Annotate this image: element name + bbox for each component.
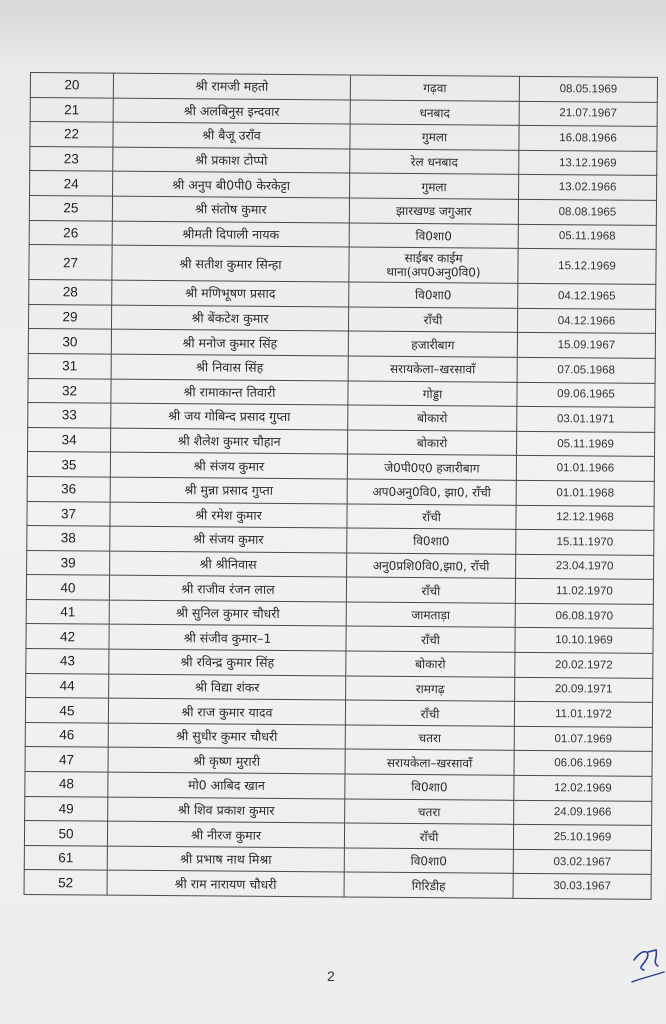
posting-cell: गुमला <box>350 173 519 199</box>
dob-cell: 04.12.1965 <box>518 283 656 309</box>
serial-cell: 23 <box>30 146 113 171</box>
dob-cell: 04.12.1966 <box>517 308 655 334</box>
handwritten-initials <box>628 938 666 993</box>
serial-cell: 33 <box>28 403 111 428</box>
table-row <box>24 870 651 900</box>
dob-cell: 24.09.1966 <box>514 800 652 826</box>
name-cell: श्री सुनिल कुमार चौधरी <box>109 600 346 626</box>
posting-cell: गोड्डा <box>348 381 517 407</box>
serial-cell: 28 <box>29 280 112 305</box>
posting-cell: बोकारो <box>348 430 517 456</box>
serial-cell: 29 <box>28 304 111 329</box>
dob-cell: 01.01.1966 <box>516 456 654 482</box>
dob-cell: 09.06.1965 <box>517 382 655 408</box>
serial-cell: 21 <box>30 97 113 122</box>
posting-cell: गुमला <box>350 124 519 150</box>
name-cell: श्री संजीव कुमार–1 <box>109 625 346 651</box>
serial-cell: 48 <box>25 772 108 797</box>
posting-cell: जामताड़ा <box>346 602 515 628</box>
name-cell: श्री राज कुमार यादव <box>108 698 345 724</box>
name-cell: श्री सुधीर कुमार चौधरी <box>108 723 345 749</box>
posting-cell: गिरिडीह <box>344 872 513 898</box>
posting-line-1: साईबर काईम <box>404 251 463 266</box>
serial-cell: 49 <box>25 796 108 821</box>
posting-cell: अनु0प्रशि0वि0,झा0, राँची <box>347 553 516 579</box>
name-cell: श्री बेंकटेश कुमार <box>111 305 348 331</box>
dob-cell: 07.05.1968 <box>517 357 655 383</box>
dob-cell: 03.01.1971 <box>517 406 655 432</box>
dob-cell: 06.06.1969 <box>514 751 652 777</box>
posting-cell <box>349 247 518 283</box>
serial-cell: 31 <box>28 353 111 378</box>
serial-cell: 36 <box>27 476 110 501</box>
name-cell: श्री राम नारायण चौधरी <box>107 871 344 897</box>
serial-cell: 40 <box>26 575 109 600</box>
dob-cell: 13.02.1966 <box>519 175 657 201</box>
posting-cell: रेल धनबाद <box>350 149 519 175</box>
dob-cell: 10.10.1969 <box>515 628 653 654</box>
posting-cell: वि0शा0 <box>347 528 516 554</box>
name-cell: श्री निवास सिंह <box>111 354 348 380</box>
serial-cell: 24 <box>30 171 113 196</box>
serial-cell: 45 <box>25 698 108 723</box>
serial-cell: 47 <box>25 747 108 772</box>
name-cell: मो0 आबिद खान <box>108 772 345 798</box>
name-cell: श्री रविन्द्र कुमार सिंह <box>109 649 346 675</box>
posting-cell: अप0अनु0वि0, झा0, राँची <box>347 479 516 505</box>
dob-cell: 11.01.1972 <box>514 702 652 728</box>
serial-cell: 22 <box>30 122 113 147</box>
dob-cell: 23.04.1970 <box>516 554 654 580</box>
name-cell: श्री विद्या शंकर <box>109 674 346 700</box>
posting-cell: गढ़वा <box>350 75 519 101</box>
posting-cell: बोकारो <box>348 405 517 431</box>
serial-cell: 52 <box>24 870 107 895</box>
posting-cell: बोकारो <box>346 651 515 677</box>
posting-cell: चतरा <box>345 799 514 825</box>
dob-cell: 21.07.1967 <box>519 101 657 127</box>
posting-cell: सरायकेला–खरसावाँ <box>345 749 514 775</box>
posting-cell: चतरा <box>345 725 514 751</box>
name-cell: श्री संजय कुमार <box>110 526 347 552</box>
dob-cell: 20.02.1972 <box>515 652 653 678</box>
name-cell: श्री रमेश कुमार <box>110 502 347 528</box>
name-cell: श्री सतीश कुमार सिन्हा <box>112 245 349 282</box>
name-cell: श्री प्रकाश टोप्पो <box>113 147 350 173</box>
dob-cell: 15.09.1967 <box>517 333 655 359</box>
name-cell: श्री प्रभाष नाथ मिश्रा <box>107 846 344 872</box>
dob-cell: 01.01.1968 <box>516 480 654 506</box>
posting-line-2: थाना(अप0अनु0वि0) <box>386 264 481 280</box>
dob-cell: 20.09.1971 <box>515 677 653 703</box>
name-cell: श्री अलबिनुस इन्दवार <box>113 98 350 124</box>
dob-cell: 13.12.1969 <box>519 150 657 176</box>
serial-cell: 43 <box>26 649 109 674</box>
dob-cell: 08.08.1965 <box>518 199 656 225</box>
posting-cell: वि0शा0 <box>345 774 514 800</box>
table-row <box>29 245 656 285</box>
name-cell: श्रीमती दिपाली नायक <box>112 221 349 247</box>
dob-cell: 11.02.1970 <box>515 579 653 605</box>
posting-cell: झारखण्ड जगुआर <box>349 198 518 224</box>
serial-cell: 50 <box>24 821 107 846</box>
serial-cell: 39 <box>27 550 110 575</box>
serial-cell: 25 <box>29 195 112 220</box>
serial-cell: 37 <box>27 501 110 526</box>
posting-cell: रामगढ़ <box>346 676 515 702</box>
dob-cell: 15.12.1969 <box>518 248 656 284</box>
name-cell: श्री अनुप बी0पी0 केरकेट्टा <box>113 172 350 198</box>
dob-cell: 05.11.1969 <box>517 431 655 457</box>
dob-cell: 12.02.1969 <box>514 775 652 801</box>
posting-cell: वि0शा0 <box>344 848 513 874</box>
serial-cell: 61 <box>24 845 107 870</box>
name-cell: श्री संतोष कुमार <box>112 196 349 222</box>
posting-cell: वि0शा0 <box>349 282 518 308</box>
officer-table <box>24 72 658 900</box>
posting-cell: जे0पी0ए0 हजारीबाग <box>347 454 516 480</box>
name-cell: श्री राजीव रंजन लाल <box>109 575 346 601</box>
dob-cell: 16.08.1966 <box>519 126 657 152</box>
serial-cell: 20 <box>30 73 113 98</box>
name-cell: श्री संजय कुमार <box>110 452 347 478</box>
serial-cell: 46 <box>25 722 108 747</box>
posting-cell: राँची <box>347 504 516 530</box>
posting-cell: राँची <box>346 626 515 652</box>
serial-cell: 34 <box>28 427 111 452</box>
name-cell: श्री शैलेश कुमार चौहान <box>111 428 348 454</box>
serial-cell: 41 <box>26 599 109 624</box>
posting-cell: राँची <box>344 823 513 849</box>
serial-cell: 44 <box>26 673 109 698</box>
dob-cell: 08.05.1969 <box>519 76 657 102</box>
posting-cell: सरायकेला–खरसावाँ <box>348 356 517 382</box>
dob-cell: 06.08.1970 <box>515 603 653 629</box>
name-cell: श्री जय गोबिन्द प्रसाद गुप्ता <box>111 403 348 429</box>
officer-list-sheet <box>24 72 658 900</box>
serial-cell: 38 <box>27 526 110 551</box>
name-cell: श्री शिव प्रकाश कुमार <box>108 797 345 823</box>
name-cell: श्री नीरज कुमार <box>107 821 344 847</box>
name-cell: श्री रामाकान्त तिवारी <box>111 379 348 405</box>
dob-cell: 25.10.1969 <box>513 825 651 851</box>
dob-cell: 05.11.1968 <box>518 224 656 250</box>
name-cell: श्री मुन्ना प्रसाद गुप्ता <box>110 477 347 503</box>
dob-cell: 01.07.1969 <box>514 726 652 752</box>
page-shadow <box>0 0 666 70</box>
serial-cell: 35 <box>27 452 110 477</box>
posting-cell: राँची <box>346 577 515 603</box>
posting-cell: धनबाद <box>350 100 519 126</box>
name-cell: श्री मनोज कुमार सिंह <box>111 329 348 355</box>
dob-cell: 30.03.1967 <box>513 874 651 900</box>
serial-cell: 42 <box>26 624 109 649</box>
name-cell: श्री श्रीनिवास <box>110 551 347 577</box>
dob-cell: 12.12.1968 <box>516 505 654 531</box>
serial-cell: 27 <box>29 245 112 281</box>
dob-cell: 03.02.1967 <box>513 849 651 875</box>
posting-cell: वि0शा0 <box>349 223 518 249</box>
serial-cell: 32 <box>28 378 111 403</box>
posting-cell: राँची <box>348 307 517 333</box>
serial-cell: 30 <box>28 329 111 354</box>
name-cell: श्री मणिभूषण प्रसाद <box>112 280 349 306</box>
posting-cell: हजारीबाग <box>348 331 517 357</box>
serial-cell: 26 <box>29 220 112 245</box>
page-number: 2 <box>327 968 335 984</box>
posting-cell: राँची <box>345 700 514 726</box>
name-cell: श्री कृष्ण मुरारी <box>108 748 345 774</box>
dob-cell: 15.11.1970 <box>516 529 654 555</box>
name-cell: श्री बैजू उराँव <box>113 122 350 148</box>
name-cell: श्री रामजी महतो <box>113 73 350 99</box>
